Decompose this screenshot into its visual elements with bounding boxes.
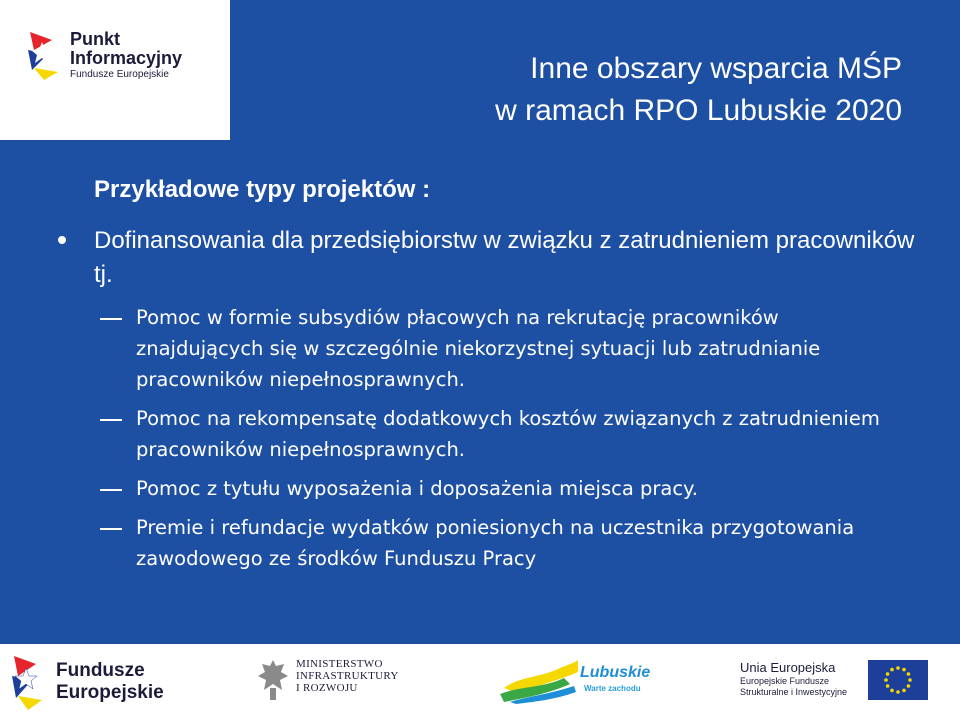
list-item [100,473,910,504]
logo-line1: Punkt [70,29,121,49]
slide-title [495,48,902,132]
list-item-text: Pomoc na rekompensatę dodatkowych kosztów związanych z zatrudnieniem pracowników niepełnosprawnych. [136,407,880,461]
list-item [100,512,910,574]
fe-star-icon [8,654,48,710]
dash-icon [100,489,122,491]
dash-icon [100,318,122,320]
list-item [100,403,910,465]
ministry-logo [256,658,416,708]
title-line1: Inne obszary wsparcia MŚP [530,52,902,85]
eagle-emblem-icon [256,658,290,702]
list-item-text: Pomoc z tytułu wyposażenia i doposażenia miejsca pracy. [136,477,699,500]
fe-star-icon [24,30,64,80]
eu-line3: Strukturalne i Inwestycyjne [740,687,848,697]
logo-line3: Fundusze Europejskie [70,69,169,80]
eu-stars-icon [868,660,928,700]
ministry-line3: I ROZWOJU [296,682,358,694]
fe-line1: Fundusze [56,660,145,681]
lubuskie-line1: Lubuskie [580,664,651,681]
fe-line2: Europejskie [56,682,164,703]
ministry-line1: MINISTERSTWO [296,658,383,670]
bullet-dot-icon [58,236,66,244]
subheading: Przykładowe typy projektów : [94,176,431,203]
lubuskie-line2: Warte zachodu [584,684,641,693]
lubuskie-waves-icon [500,658,578,704]
dash-icon [100,528,122,530]
eu-flag-icon [868,660,928,700]
eu-line1: Unia Europejska [740,660,836,675]
punkt-informacyjny-logo [0,0,230,140]
eu-line2: Europejskie Fundusze [740,676,830,686]
footer-logos [0,644,960,720]
ministry-line2: INFRASTRUKTURY [296,670,399,682]
punkt-informacyjny-text [70,30,182,82]
list-item-text: Pomoc w formie subsydiów płacowych na rekrutację pracowników znajdujących się w szczególnie niekorzystnej sytuacji lub zatrudnianie pracowników niepełnosprawnych. [136,306,821,391]
fundusze-europejskie-logo [8,652,168,712]
lubuskie-logo [500,658,650,708]
title-line2: w ramach RPO Lubuskie 2020 [495,94,902,127]
main-bullet-text: Dofinansowania dla przedsiębiorstw w związku z zatrudnieniem pracowników tj. [94,227,915,288]
main-bullet [58,224,918,292]
list-item-text: Premie i refundacje wydatków poniesionych na uczestnika przygotowania zawodowego ze środków Funduszu Pracy [136,516,855,570]
dash-icon [100,419,122,421]
eu-text [740,660,860,710]
subitem-list [100,302,910,582]
logo-line2: Informacyjny [70,48,183,68]
list-item [100,302,910,395]
